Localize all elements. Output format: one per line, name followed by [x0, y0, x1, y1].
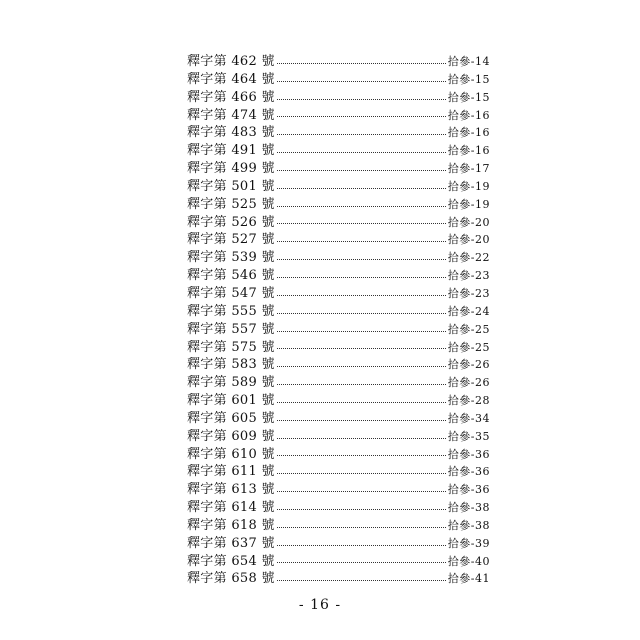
toc-entry: [187, 178, 490, 196]
dot-leader: [277, 490, 446, 492]
dot-leader: [277, 115, 446, 117]
dot-leader: [277, 294, 446, 296]
toc-entry: [187, 107, 490, 125]
toc-entry: [187, 535, 490, 553]
toc-entry-page: 拾參-20: [447, 233, 490, 247]
toc-entry-page: 拾參-39: [447, 536, 490, 550]
dot-leader: [277, 526, 446, 528]
dot-leader: [277, 222, 446, 224]
toc-entry: [187, 446, 490, 464]
toc-entry-page: 拾參-20: [447, 215, 490, 229]
dot-leader: [277, 151, 446, 153]
toc-entry-title: 釋字第 610 號: [187, 446, 275, 462]
toc-entry-page: 拾參-23: [447, 286, 490, 300]
toc-entry-title: 釋字第 539 號: [187, 250, 275, 266]
toc-entry-title: 釋字第 589 號: [187, 375, 275, 391]
toc-entry-title: 釋字第 491 號: [187, 143, 275, 159]
dot-leader: [277, 240, 446, 242]
toc-entry: [187, 303, 490, 321]
toc-entry-page: 拾參-38: [447, 518, 490, 532]
dot-leader: [277, 312, 446, 314]
toc-entry-title: 釋字第 474 號: [187, 107, 275, 123]
toc-entry-page: 拾參-22: [447, 251, 490, 265]
toc-entry-page: 拾參-36: [447, 483, 490, 497]
toc-entry-title: 釋字第 483 號: [187, 125, 275, 141]
toc-entry-page: 拾參-35: [447, 429, 490, 443]
toc-entry: [187, 570, 490, 588]
dot-leader: [277, 508, 446, 510]
toc-entry: [187, 356, 490, 374]
toc-entry: [187, 321, 490, 339]
toc-entry: [187, 463, 490, 481]
dot-leader: [277, 347, 446, 349]
toc-entry-title: 釋字第 525 號: [187, 196, 275, 212]
toc-entry: [187, 392, 490, 410]
toc-entry-page: 拾參-41: [447, 572, 490, 586]
dot-leader: [277, 187, 446, 189]
toc-entry: [187, 339, 490, 357]
toc-entry-page: 拾參-16: [447, 144, 490, 158]
toc-entry-page: 拾參-19: [447, 197, 490, 211]
toc-entry-page: 拾參-38: [447, 501, 490, 515]
toc-entry-title: 釋字第 583 號: [187, 357, 275, 373]
toc-entry-page: 拾參-15: [447, 90, 490, 104]
toc-entry-page: 拾參-24: [447, 304, 490, 318]
toc-entry-page: 拾參-26: [447, 358, 490, 372]
toc-entry-page: 拾參-28: [447, 394, 490, 408]
toc-entry-title: 釋字第 575 號: [187, 339, 275, 355]
toc-entry-page: 拾參-16: [447, 126, 490, 140]
dot-leader: [277, 579, 446, 581]
toc-entry-title: 釋字第 557 號: [187, 321, 275, 337]
toc-entry-page: 拾參-19: [447, 179, 490, 193]
toc-entry-page: 拾參-16: [447, 108, 490, 122]
toc-entry: [187, 249, 490, 267]
toc-entry: [187, 214, 490, 232]
toc-entry-page: 拾參-17: [447, 162, 490, 176]
toc-entry-title: 釋字第 613 號: [187, 482, 275, 498]
toc-entry: [187, 124, 490, 142]
toc-entry: [187, 231, 490, 249]
toc-entry: [187, 160, 490, 178]
dot-leader: [277, 276, 446, 278]
dot-leader: [277, 258, 446, 260]
toc-entry-title: 釋字第 654 號: [187, 553, 275, 569]
toc-entry: [187, 428, 490, 446]
toc-entry-title: 釋字第 658 號: [187, 571, 275, 587]
toc-entry: [187, 71, 490, 89]
dot-leader: [277, 205, 446, 207]
toc-entry-title: 釋字第 637 號: [187, 535, 275, 551]
dot-leader: [277, 98, 446, 100]
dot-leader: [277, 401, 446, 403]
toc-entry: [187, 196, 490, 214]
toc-entry: [187, 553, 490, 571]
toc-entry-title: 釋字第 618 號: [187, 517, 275, 533]
toc-entry: [187, 517, 490, 535]
toc-entry-title: 釋字第 526 號: [187, 214, 275, 230]
toc-entry-title: 釋字第 601 號: [187, 393, 275, 409]
dot-leader: [277, 365, 446, 367]
toc-entry-page: 拾參-15: [447, 72, 490, 86]
dot-leader: [277, 133, 446, 135]
toc-entry-page: 拾參-26: [447, 376, 490, 390]
toc-entry-title: 釋字第 609 號: [187, 428, 275, 444]
toc-entry-title: 釋字第 466 號: [187, 89, 275, 105]
toc-entry: [187, 285, 490, 303]
toc-entry-title: 釋字第 462 號: [187, 54, 275, 69]
toc-entry-title: 釋字第 501 號: [187, 178, 275, 194]
toc-entry: [187, 374, 490, 392]
dot-leader: [277, 330, 446, 332]
toc-entry-title: 釋字第 527 號: [187, 232, 275, 248]
toc-entry-page: 拾參-25: [447, 340, 490, 354]
dot-leader: [277, 454, 446, 456]
dot-leader: [277, 472, 446, 474]
toc-entry: [187, 89, 490, 107]
dot-leader: [277, 62, 446, 64]
toc-entry: [187, 481, 490, 499]
dot-leader: [277, 383, 446, 385]
toc-entry-title: 釋字第 499 號: [187, 161, 275, 177]
toc-entry-page: 拾參-36: [447, 447, 490, 461]
toc-entry-title: 釋字第 464 號: [187, 71, 275, 87]
toc-entry-title: 釋字第 614 號: [187, 500, 275, 516]
toc-entry-title: 釋字第 611 號: [187, 464, 275, 480]
toc-entry-page: 拾參-40: [447, 554, 490, 568]
dot-leader: [277, 561, 446, 563]
toc-entry-page: 拾參-14: [447, 55, 490, 68]
toc-entry-title: 釋字第 546 號: [187, 268, 275, 284]
page-number: - 16 -: [298, 597, 342, 613]
dot-leader: [277, 80, 446, 82]
dot-leader: [277, 419, 446, 421]
toc-entry-page: 拾參-23: [447, 269, 490, 283]
dot-leader: [277, 437, 446, 439]
toc-entry: [187, 499, 490, 517]
toc-entry-title: 釋字第 605 號: [187, 410, 275, 426]
table-of-contents: [187, 53, 490, 588]
toc-entry: [187, 410, 490, 428]
toc-entry: [187, 267, 490, 285]
dot-leader: [277, 544, 446, 546]
toc-entry-title: 釋字第 555 號: [187, 303, 275, 319]
toc-entry-page: 拾參-25: [447, 322, 490, 336]
toc-entry: [187, 53, 490, 71]
toc-entry-title: 釋字第 547 號: [187, 285, 275, 301]
dot-leader: [277, 169, 446, 171]
toc-entry-page: 拾參-34: [447, 411, 490, 425]
toc-entry-page: 拾參-36: [447, 465, 490, 479]
toc-entry: [187, 142, 490, 160]
